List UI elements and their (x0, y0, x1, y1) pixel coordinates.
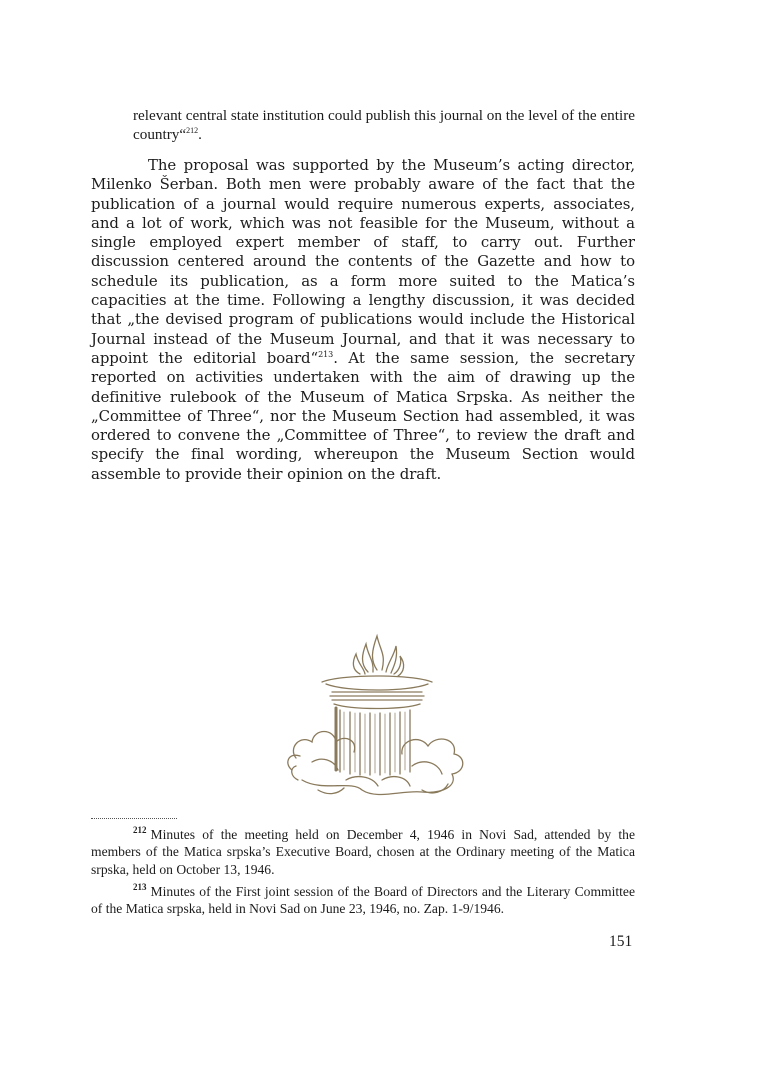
footnote-separator (91, 818, 177, 819)
quote-text: relevant central state institution could publish this journal on the level of the entire country“ (133, 107, 635, 143)
footnotes (91, 826, 635, 922)
footnote-text: Minutes of the meeting held on December 4, 1946 in Novi Sad, attended by the members of the Matica srpska’s Executive Board, chosen at the Ordinary meeting of the Matica srpska, held on October 13, 1946. (91, 827, 635, 877)
note-ref-213: 213 (318, 350, 334, 359)
page-number: 151 (609, 933, 633, 950)
footnote-212 (91, 826, 635, 878)
quote-end: . (198, 126, 202, 143)
block-quote-continuation (133, 106, 635, 144)
footnote-number: 212 (133, 825, 147, 836)
body-text-part2: . At the same session, the secretary reported on activities undertaken with the aim of drawing up the definitive rulebook of the Museum of Matica Srpska. As neither the „Committee of Three“, nor the Museum Section had assembled, it was ordered to convene the „Committee of Three“, to review the draft and specify the final wording, whereupon the Museum Section would assemble to provide their opinion on the draft. (91, 348, 635, 483)
body-text-part1: The proposal was supported by the Museum’s acting director, Milenko Šerban. Both men were probably aware of the fact that the publication of a journal would require numerous experts, associates, and a lot of work, which was not feasible for the Museum, without a single employed expert member of staff, to carry out. Further discussion centered around the contents of the Gazette and how to schedule its publication, as a form more suited to the Matica’s capacities at the time. Following a lengthy discussion, it was decided that „the devised program of publications would include the Historical Journal instead of the Museum Journal, and that it was necessary to appoint the editorial board“ (91, 156, 635, 367)
note-ref-212: 212 (186, 125, 199, 135)
column-vignette-icon (282, 630, 472, 802)
footnote-213 (91, 883, 635, 918)
footnote-text: Minutes of the First joint session of the Board of Directors and the Literary Committee of the Matica srpska, held in Novi Sad on June 23, 1946, no. Zap. 1-9/1946. (91, 883, 635, 917)
body-paragraph (91, 156, 635, 484)
footnote-number: 213 (133, 882, 147, 893)
